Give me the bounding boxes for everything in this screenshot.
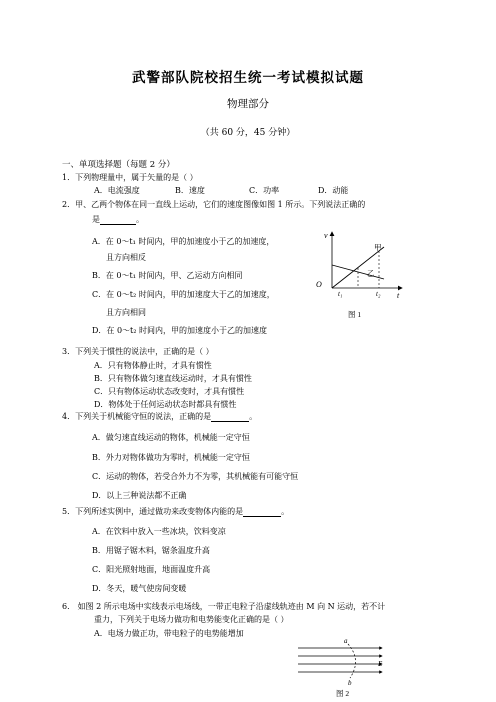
- v-axis-label: v: [324, 231, 328, 240]
- velocity-time-graph: [310, 226, 406, 320]
- field-e-label: E: [378, 660, 383, 668]
- t2-label: t₂: [376, 290, 381, 298]
- answer-blank: [243, 507, 281, 517]
- q5-option-c: C．阳光照射地面，地面温度升高: [92, 565, 211, 574]
- q5-stem-suffix: 。: [281, 507, 290, 516]
- q4-option-b: B．外力对物体做功为零时，机械能一定守恒: [92, 453, 250, 462]
- answer-blank: [100, 215, 136, 225]
- exam-title: 武警部队院校招生统一考试模拟试题: [132, 70, 364, 86]
- origin-label: O: [316, 280, 322, 289]
- q2-option-a-line1: A．在 0～t₁ 时间内，甲的加速度小于乙的加速度，: [92, 237, 275, 246]
- answer-blank: [211, 412, 249, 422]
- particle-trajectory: [348, 644, 356, 678]
- q2-stem-line1: 2．甲、乙两个物体在同一直线上运动，它们的速度图像如图 1 所示。下列说法正确的: [62, 200, 366, 209]
- q2-stem-prefix: 是: [92, 215, 100, 224]
- q4-option-c: C．运动的物体，若受合外力不为零，其机械能有可能守恒: [92, 472, 299, 481]
- section-heading: 一、单项选择题（每题 2 分）: [62, 160, 175, 170]
- q2-option-a-line2: 且方向相反: [106, 253, 146, 262]
- q1-option-b: B．速度: [175, 186, 205, 195]
- q6-stem-line2: 重力，下列关于电场力做功和电势能变化正确的是（ ）: [94, 615, 289, 624]
- q3-option-a: A．只有物体静止时，才具有惯性: [94, 361, 212, 370]
- electric-field-diagram: [292, 638, 392, 700]
- point-b-label: b: [348, 679, 352, 687]
- q5-option-b: B．用锯子锯木料，锯条温度升高: [92, 546, 210, 555]
- q5-stem-text: 5．下列所述实例中，通过做功来改变物体内能的是: [62, 507, 244, 516]
- t-axis-label: t: [397, 291, 400, 300]
- exam-score-info: （共 60 分，45 分钟）: [200, 128, 296, 138]
- q2-option-b: B．在 0～t₁ 时间内，甲、乙运动方向相同: [92, 271, 243, 280]
- q1-option-d: D．动能: [318, 186, 349, 195]
- q4-option-a: A．做匀速直线运动的物体，机械能一定守恒: [92, 433, 250, 442]
- q2-stem-suffix: 。: [136, 215, 144, 224]
- q1-option-a: A．电流强度: [94, 186, 140, 195]
- q2-stem-line2: [92, 214, 144, 225]
- q2-option-d: D．在 0～t₂ 时间内，甲的加速度小于乙的加速度: [92, 326, 268, 335]
- q4-stem-text: 4．下列关于机械能守恒的说法，正确的是: [62, 412, 212, 421]
- q4-option-d: D．以上三种说法都不正确: [92, 491, 187, 500]
- q5-stem: [62, 506, 289, 517]
- q6-option-a: A．电场力做正功，带电粒子的电势能增加: [94, 629, 244, 638]
- q5-option-d: D．冬天，暖气使房间变暖: [92, 584, 187, 593]
- q3-option-c: C．只有物体运动状态改变时，才具有惯性: [94, 387, 245, 396]
- q2-option-c-line1: C．在 0～t₂ 时间内，甲的加速度大于乙的加速度，: [92, 290, 275, 299]
- q4-stem-suffix: 。: [249, 412, 258, 421]
- q4-stem: [62, 411, 257, 422]
- q6-stem-line1: 6． 如图 2 所示电场中实线表示电场线，一带正电粒子沿虚线轨迹由 M 向 N 运动，若不计: [62, 602, 386, 611]
- exam-subtitle: 物理部分: [227, 98, 269, 110]
- q3-option-b: B．只有物体做匀速直线运动时，才具有惯性: [94, 374, 252, 383]
- q1-stem: 1．下列物理量中，属于矢量的是（ ）: [62, 173, 198, 182]
- yi-label: 乙: [367, 269, 375, 278]
- q1-option-c: C．功率: [249, 186, 280, 195]
- point-a-label: a: [344, 638, 348, 645]
- jia-label: 甲: [374, 243, 382, 252]
- q3-option-d: D．物体处于任何运动状态时都具有惯性: [94, 400, 237, 409]
- q3-stem: 3．下列关于惯性的说法中，正确的是（ ）: [62, 347, 214, 356]
- figure2-caption: 图 2: [336, 689, 350, 698]
- figure1-caption: 图 1: [348, 310, 362, 319]
- q2-option-c-line2: 且方向相同: [106, 308, 146, 317]
- t1-label: t₁: [338, 290, 343, 298]
- q5-option-a: A．在饮料中放入一些冰块，饮料变凉: [92, 527, 226, 536]
